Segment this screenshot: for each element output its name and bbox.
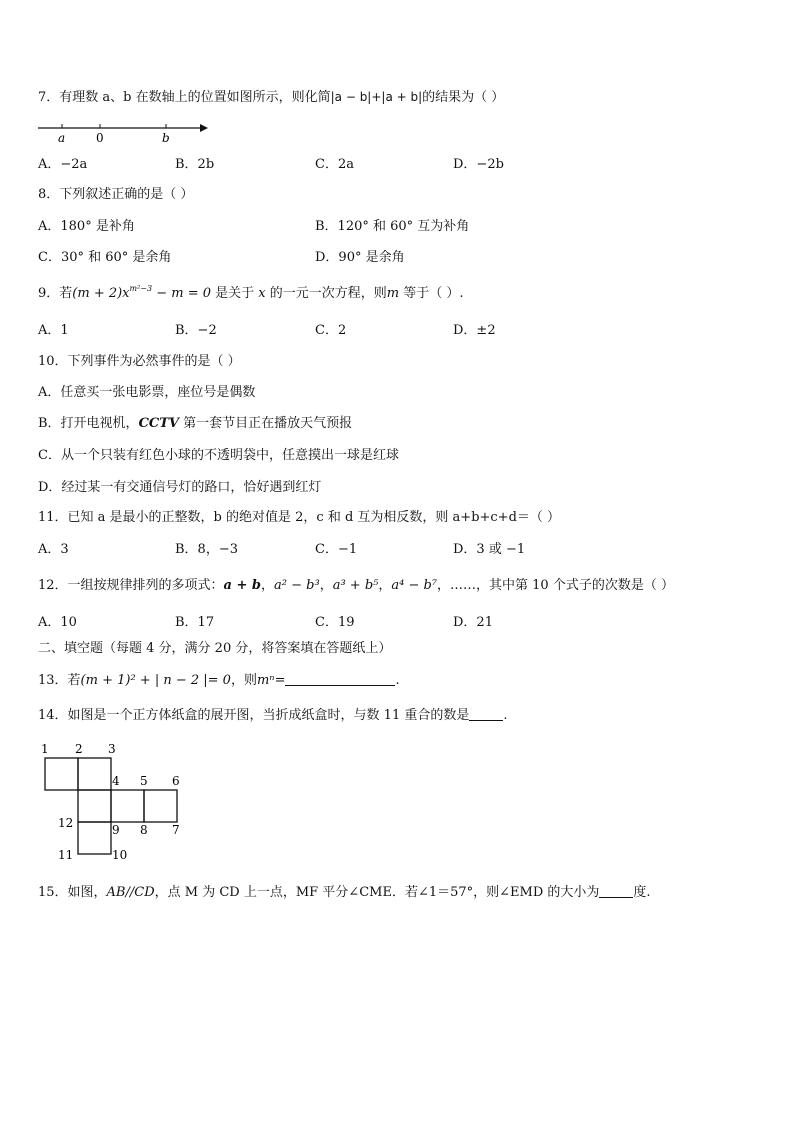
q8-option-c[interactable]: C．30° 和 60° 是余角 bbox=[38, 250, 172, 265]
q11-option-a[interactable]: A．3 bbox=[38, 542, 69, 557]
q9-stem-mid2: 的一元一次方程，则 bbox=[265, 286, 387, 301]
net-label-9: 9 bbox=[112, 823, 120, 837]
q9-var-m: m bbox=[386, 286, 400, 301]
q10-option-b-text: B．打开电视机， bbox=[38, 416, 139, 431]
q9-option-d[interactable]: D．±2 bbox=[453, 323, 496, 338]
q12-option-a[interactable]: A．10 bbox=[38, 615, 77, 630]
q9-equation-rest: − m = 0 bbox=[152, 286, 212, 301]
q13-equals: = bbox=[274, 673, 286, 688]
net-square-3 bbox=[78, 790, 111, 822]
q15-answer-blank[interactable] bbox=[599, 885, 633, 898]
q9-equation-exponent: m²−3 bbox=[129, 284, 153, 293]
q10-option-b-cctv: CCTV bbox=[138, 416, 180, 431]
q15-end: 度. bbox=[633, 885, 651, 900]
q11-option-c[interactable]: C．−1 bbox=[315, 542, 358, 557]
q8-option-d[interactable]: D．90° 是余角 bbox=[315, 250, 405, 265]
q11-stem: 11．已知 a 是最小的正整数，b 的绝对值是 2，c 和 d 互为相反数，则 a+b+c+d＝（ ） bbox=[38, 510, 561, 525]
q9-option-c[interactable]: C．2 bbox=[315, 323, 347, 338]
q15-parallel: AB//CD bbox=[106, 885, 155, 900]
q13-stem-pre: 13．若 bbox=[38, 673, 81, 688]
number-line bbox=[36, 118, 216, 146]
q12-option-d[interactable]: D．21 bbox=[453, 615, 493, 630]
q15-stem-mid: ，点 M 为 CD 上一点，MF 平分∠CME．若∠1＝57°，则∠EMD 的大小为 bbox=[154, 885, 600, 900]
q9-option-a[interactable]: A．1 bbox=[38, 323, 69, 338]
net-label-6: 6 bbox=[172, 774, 180, 788]
net-label-5: 5 bbox=[140, 774, 148, 788]
q10-option-b[interactable] bbox=[38, 415, 352, 433]
question-13 bbox=[38, 672, 400, 690]
net-label-1: 1 bbox=[41, 742, 49, 756]
label-b: b bbox=[162, 131, 170, 145]
q10-option-a[interactable]: A．任意买一张电影票，座位号是偶数 bbox=[38, 385, 256, 400]
net-square-5 bbox=[144, 790, 177, 822]
q7-expression: |a − b|+|a + b| bbox=[330, 90, 423, 104]
question-14 bbox=[38, 707, 508, 725]
cube-net-diagram bbox=[36, 738, 196, 864]
q8-option-a[interactable]: A．180° 是补角 bbox=[38, 219, 135, 234]
net-label-12: 12 bbox=[58, 816, 74, 830]
q9-stem-tail: 等于（ ）. bbox=[399, 286, 464, 301]
q9-stem-pre: 9．若 bbox=[38, 286, 73, 301]
q13-stem-mid: ，则 bbox=[230, 673, 257, 688]
q13-power: mⁿ bbox=[256, 673, 275, 688]
q12-option-c[interactable]: C．19 bbox=[315, 615, 355, 630]
q7-option-d[interactable]: D．−2b bbox=[453, 157, 504, 172]
q14-stem: 14．如图是一个正方体纸盒的展开图，当折成纸盒时，与数 11 重合的数是 bbox=[38, 708, 470, 723]
net-label-3: 3 bbox=[108, 742, 116, 756]
q12-option-b[interactable]: B．17 bbox=[175, 615, 215, 630]
net-square-4 bbox=[111, 790, 144, 822]
section-fill-in-blank-header: 二、填空题（每题 4 分，满分 20 分，将答案填在答题纸上） bbox=[38, 641, 392, 656]
question-15 bbox=[38, 884, 651, 902]
net-label-10: 10 bbox=[112, 848, 128, 862]
q7-stem: 7．有理数 a、b 在数轴上的位置如图所示，则化简 bbox=[38, 90, 331, 105]
q11-option-d[interactable]: D．3 或 −1 bbox=[453, 542, 526, 557]
question-9 bbox=[38, 285, 464, 303]
q11-option-b[interactable]: B．8，−3 bbox=[175, 542, 238, 557]
q9-var-x: x bbox=[258, 286, 266, 301]
q9-stem-mid: 是关于 bbox=[211, 286, 259, 301]
q7-option-a[interactable]: A．−2a bbox=[38, 157, 88, 172]
net-label-2: 2 bbox=[75, 742, 83, 756]
q13-answer-blank[interactable] bbox=[285, 673, 395, 686]
q12-stem-tail: ，……，其中第 10 个式子的次数是（ ） bbox=[437, 578, 674, 593]
q13-equation: (m + 1)² + | n − 2 |= 0 bbox=[80, 673, 231, 688]
q8-option-b[interactable]: B．120° 和 60° 互为补角 bbox=[315, 219, 470, 234]
q12-stem-pre: 12．一组按规律排列的多项式： bbox=[38, 578, 224, 593]
q14-end: . bbox=[503, 708, 508, 723]
label-zero: 0 bbox=[96, 131, 104, 145]
label-a: a bbox=[58, 131, 66, 145]
q12-term-1: a + b bbox=[223, 578, 262, 593]
q7-tail: 的结果为（ ） bbox=[422, 90, 505, 105]
net-square-6 bbox=[78, 822, 111, 854]
q12-term-4: a⁴ − b⁷ bbox=[391, 578, 438, 593]
q10-stem: 10．下列事件为必然事件的是（ ） bbox=[38, 354, 241, 369]
q10-option-c[interactable]: C．从一个只装有红色小球的不透明袋中，任意摸出一球是红球 bbox=[38, 448, 399, 463]
q10-option-d[interactable]: D．经过某一有交通信号灯的路口，恰好遇到红灯 bbox=[38, 480, 322, 495]
q12-term-3: a³ + b⁵ bbox=[332, 578, 379, 593]
question-7 bbox=[38, 88, 504, 107]
net-label-11: 11 bbox=[58, 848, 74, 862]
q13-end: . bbox=[395, 673, 400, 688]
q9-equation-base: (m + 2)x bbox=[72, 286, 130, 301]
net-label-7: 7 bbox=[172, 823, 180, 837]
net-label-4: 4 bbox=[112, 774, 120, 788]
q9-option-b[interactable]: B．−2 bbox=[175, 323, 217, 338]
q8-stem: 8．下列叙述正确的是（ ） bbox=[38, 187, 194, 202]
number-line-arrow bbox=[200, 124, 208, 132]
q10-option-b-tail: 第一套节目正在播放天气预报 bbox=[179, 416, 353, 431]
net-square-1 bbox=[45, 758, 78, 790]
q7-option-b[interactable]: B．2b bbox=[175, 157, 215, 172]
q7-option-c[interactable]: C．2a bbox=[315, 157, 354, 172]
q14-answer-blank[interactable] bbox=[469, 708, 503, 721]
net-label-8: 8 bbox=[140, 823, 148, 837]
question-12: 12．一组按规律排列的多项式：a + b，a² − b³，a³ + b⁵，a⁴ − b⁷，……，其中第 10 个式子的次数是（ ） bbox=[38, 578, 674, 593]
q15-stem-pre: 15．如图， bbox=[38, 885, 107, 900]
net-square-2 bbox=[78, 758, 111, 790]
q12-term-2: a² − b³ bbox=[274, 578, 320, 593]
